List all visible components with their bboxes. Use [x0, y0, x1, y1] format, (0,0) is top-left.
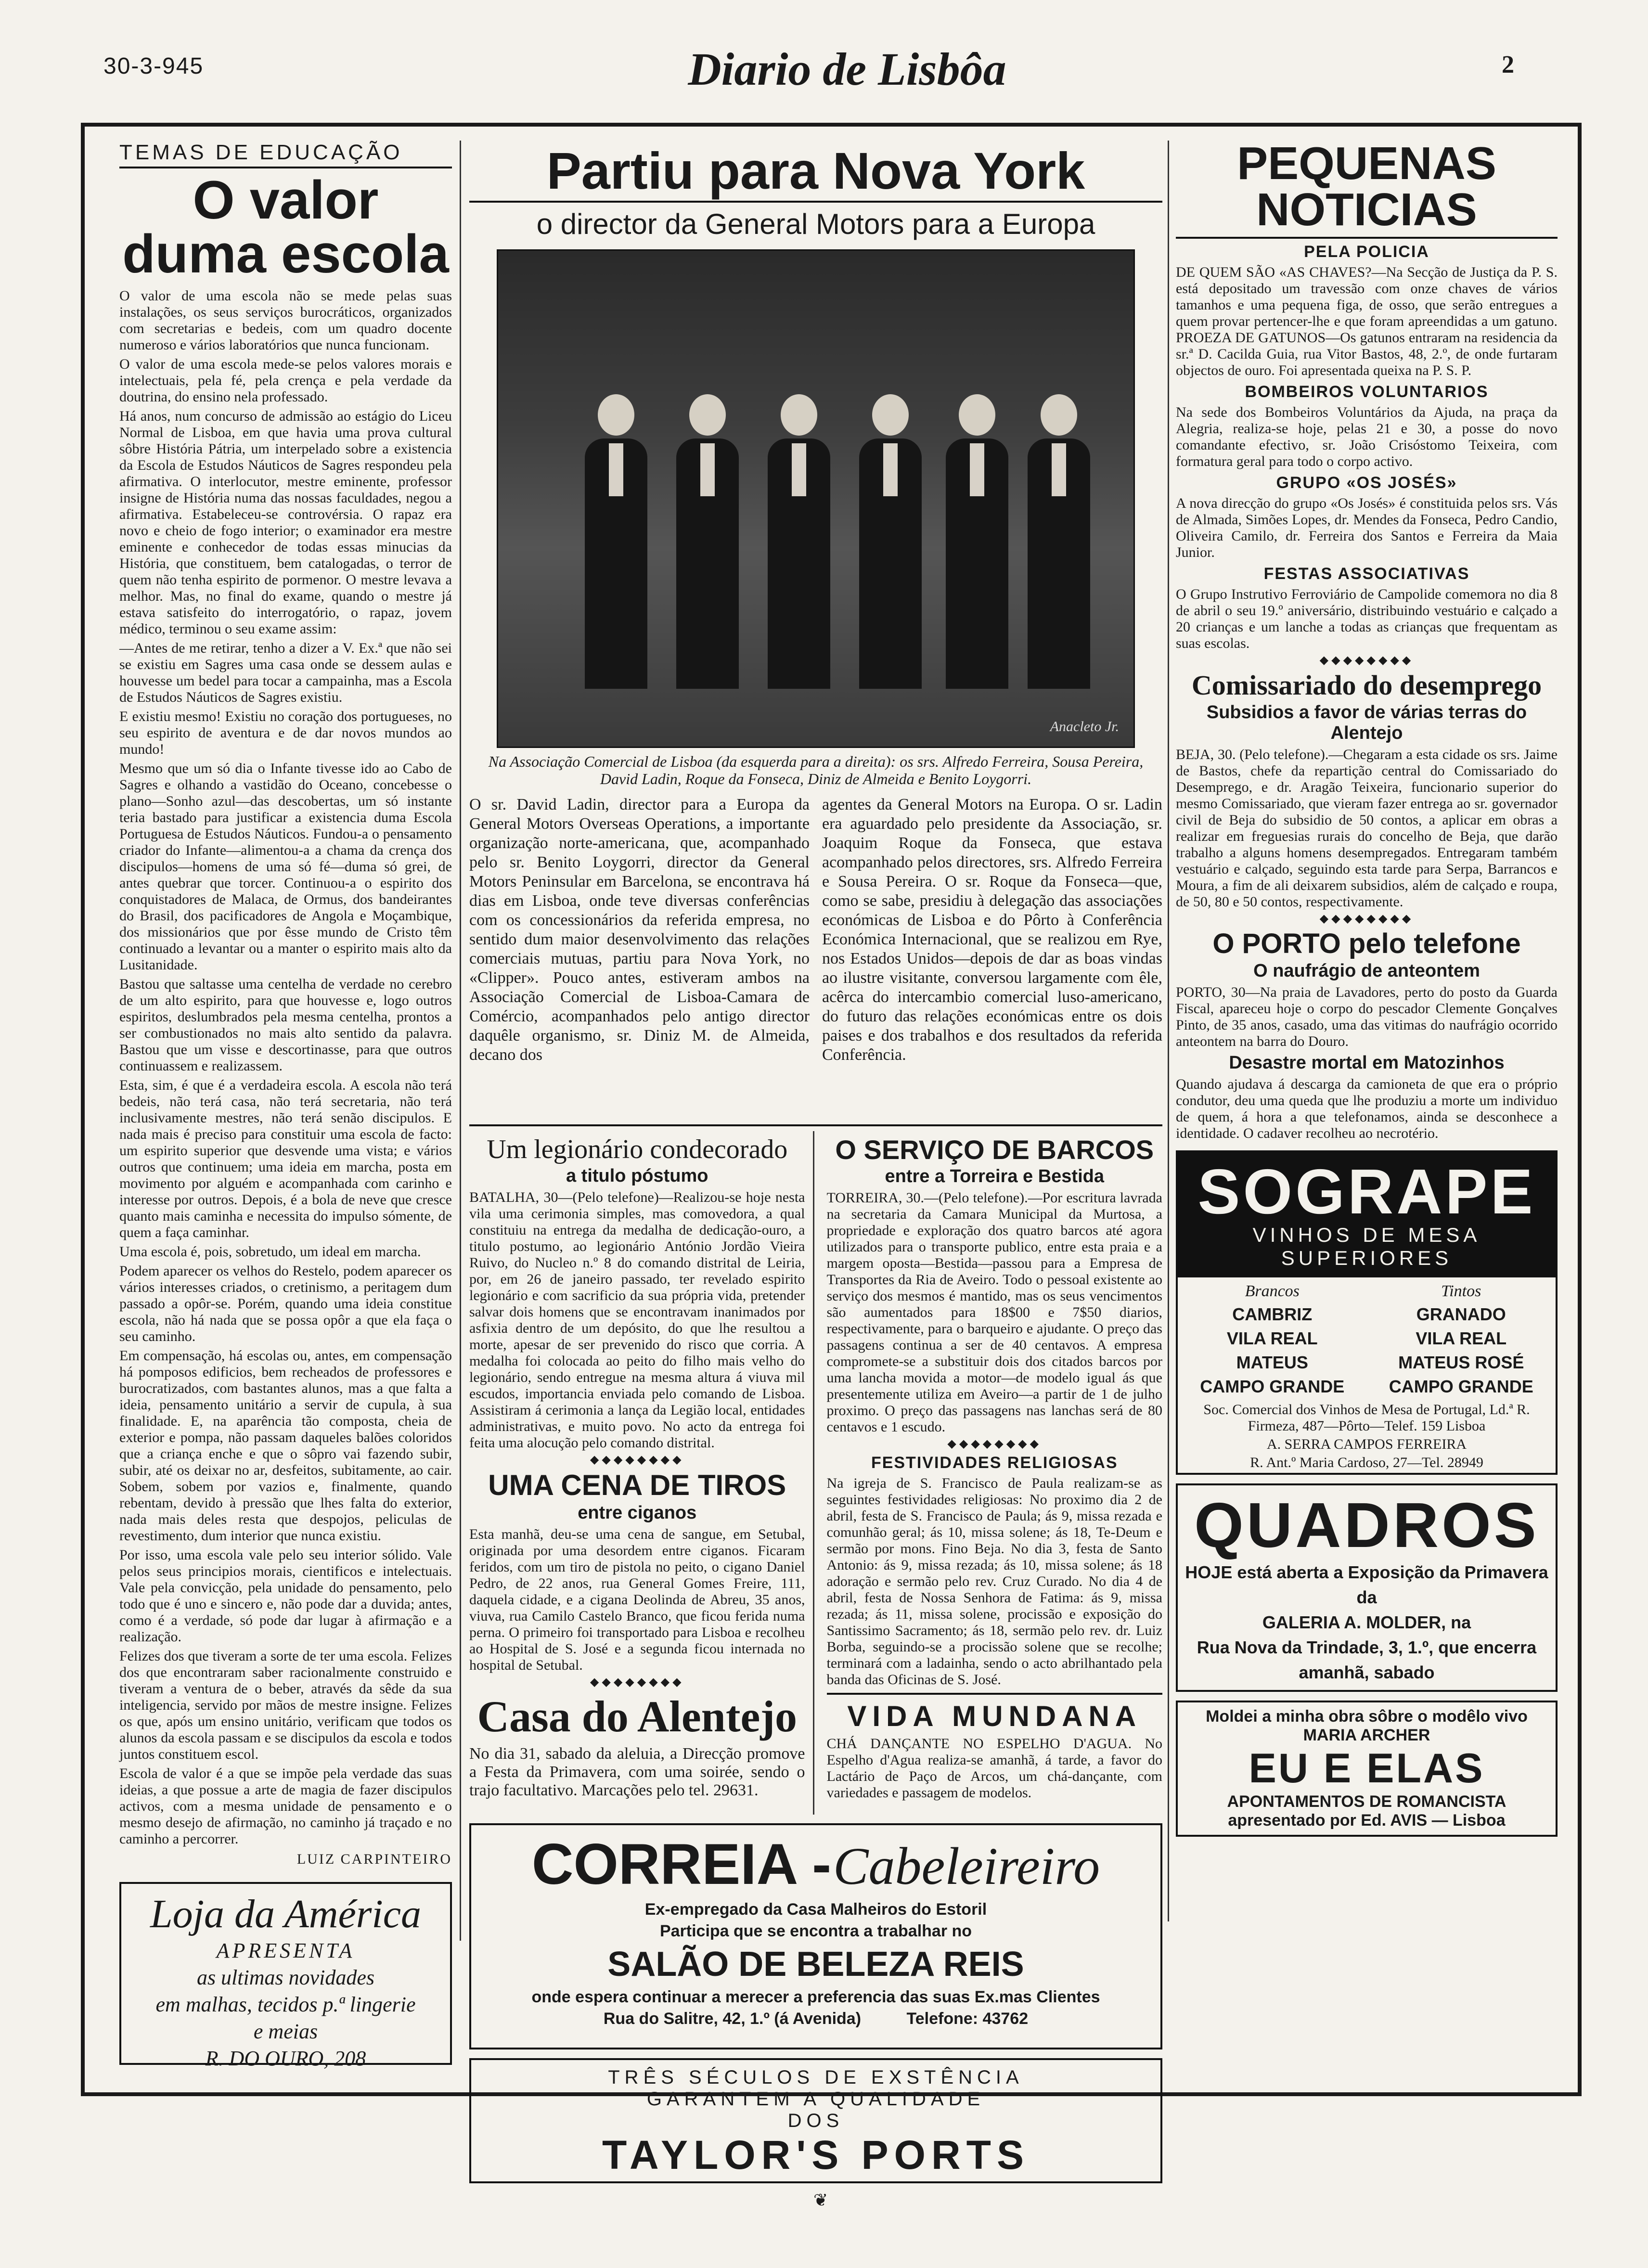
article-paragraph: Escola de valor é a que se impõe pela verdade das suas ideias, a que possue a arte de magia de fazer discipulos activos, com a mesma unidade de pensamento e o mesmo desejo de afirmação, no caminho já traçado e no caminho a percorrer.	[119, 1765, 452, 1847]
mundana-headline: VIDA MUNDANA	[847, 1700, 1142, 1732]
wine-header: Tintos	[1441, 1282, 1481, 1300]
sogrape-footer: R. Ant.º Maria Cardoso, 27—Tel. 28949	[1250, 1455, 1483, 1470]
article-paragraph: O valor de uma escola mede-se pelos valores morais e intelectuais, pela fé, pela crença e pela verdade da doutrina, do ensino nela professado.	[119, 356, 452, 405]
barcos-headline: O SERVIÇO DE BARCOS	[835, 1134, 1154, 1165]
column-education	[119, 141, 461, 2070]
quadros-line: GALERIA A. MOLDER, na	[1262, 1612, 1471, 1633]
news-item-text: O Grupo Instrutivo Ferroviário de Campolide comemora no dia 8 de abril o seu 19.º aniversário, distribuindo vestuário e calçado a 20 crianças e um lanche a todas as crianças que frequentam as suas escolas.	[1176, 586, 1558, 651]
legionario-subhead: a titulo póstumo	[566, 1166, 708, 1186]
wine-item: GRANADO	[1416, 1304, 1506, 1324]
article-paragraph: Podem aparecer os velhos do Restelo, podem aparecer os vários interesses criados, o cretinismo, a peritagem dum passado a opôr-se. Porém, quando uma ideia constitue escola, não há nada que se possa opôr a que ela faça o seu caminho.	[119, 1263, 452, 1344]
correia-brand-script: Cabeleireiro	[833, 1837, 1100, 1895]
news-item-head: PELA POLICIA	[1304, 243, 1429, 261]
nova-york-text-left: O sr. David Ladin, director para a Europa da General Motors Overseas Operations, a importante organização norte-americana, que, acompanhado pelo sr. Benito Loygorri, director da General Motors Peninsular em Barcelona, se encontrava há dias em Lisboa, onde teve diversas conferências com os concessionários da referida empresa, no sentido dum maior desenvolvimento das relações comerciais mutuas, partiu para Nova York, no «Clipper». Pouco antes, estiveram ambos na Associação Comercial de Lisboa-Camara de Comércio, acompanhados pelo antigo director daquêle organismo, sr. Diniz M. de Almeida, decano dos	[469, 796, 810, 1064]
photo-figure	[676, 394, 739, 689]
taylor-line: DOS	[787, 2110, 844, 2131]
newspaper-title: Diario de Lisbôa	[688, 43, 1006, 95]
wine-item: CAMPO GRANDE	[1200, 1377, 1345, 1396]
issue-date: 30-3-945	[103, 53, 204, 79]
comissariado-headline: Comissariado do desemprego	[1191, 670, 1542, 701]
loja-title: Loja da América	[150, 1892, 422, 1936]
porto-text: Quando ajudava á descarga da camioneta de que era o próprio condutor, deu uma queda que lhe produziu a morte um individuo de quem, á hora a que telefonamos, ainda se desconhece a identidade. O cadaver recolheu ao necrotério.	[1176, 1076, 1558, 1141]
pequenas-headline: PEQUENAS NOTICIAS	[1176, 141, 1558, 239]
porto-headline: O PORTO pelo telefone	[1212, 928, 1521, 959]
photo-figure	[585, 394, 647, 689]
wine-item: MATEUS	[1236, 1353, 1308, 1372]
photo-figure	[859, 394, 922, 689]
correia-line: Ex-empregado da Casa Malheiros do Estoril	[644, 1900, 987, 1919]
porto-subhead: O naufrágio de anteontem	[1253, 961, 1480, 981]
article-paragraph: E existiu mesmo! Existiu no coração dos portugueses, no seu espirito de aventura e de dar novos mundos ao mundo!	[119, 709, 452, 757]
news-item-text: A nova direcção do grupo «Os Josés» é constituida pelos srs. Vás de Almada, Simões Lopes, dr. Mendes da Fonseca, Pedro Candio, Oliveira Camilo, dr. Ferreira dos Santos e Ferreira da Maia Junior.	[1176, 495, 1558, 560]
sogrape-line: VINHOS DE MESA	[1252, 1224, 1481, 1246]
tiros-text: Esta manhã, deu-se uma cena de sangue, em Setubal, originada por uma desordem entre ciganos. Ficaram feridos, com um tiro de pistola no peito, o cigano Daniel Pedro, de 22 anos, rua General Gomes Freire, 111, daquela cidade, e a cigana Deolinda de Abreu, 35 anos, viuva, rua Camilo Castelo Branco, que ficou ferida numa perna. O primeiro foi transportado para Lisboa e recolheu ao Hospital de S. José e a segunda ficou internada no hospital de Setubal.	[469, 1526, 805, 1673]
wine-item: CAMPO GRANDE	[1389, 1377, 1533, 1396]
legionario-headline: Um legionário condecorado	[487, 1134, 788, 1164]
article-paragraph: —Antes de me retirar, tenho a dizer a V. Ex.ª que não sei se existiu em Sagres uma casa onde se dessem aulas e houvesse um bedel para tocar a campainha, mas a Escola de Estudos Náuticos de Sagres existiu.	[119, 640, 452, 705]
eu-line: Moldei a minha obra sôbre o modêlo vivo	[1206, 1707, 1528, 1726]
quadros-line: HOJE está aberta a Exposição da Primavera	[1185, 1562, 1548, 1583]
eu-title: EU E ELAS	[1249, 1745, 1485, 1792]
wine-item: MATEUS ROSÉ	[1398, 1353, 1524, 1372]
wine-list	[1178, 1282, 1556, 1397]
article-byline: LUIZ CARPINTEIRO	[296, 1851, 452, 1867]
correia-line: Participa que se encontra a trabalhar no	[659, 1922, 972, 1940]
news-item-head: BOMBEIROS VOLUNTARIOS	[1245, 383, 1489, 401]
article-paragraph: Mesmo que um só dia o Infante tivesse ido ao Cabo de Sagres e olhando a vastidão do Oceano, concebesse o plano—Sonho azul—das descobertas, um só instante teria bastado para justificar a existencia duma Escola Portuguesa de Estudos Náuticos. Fundou-a o pensamento criador do Infante—alimentou-a a chama da crença dos discipulos—homens de uma só fé—duma só grei, de antes quebrar que torcer. Continuou-a o espirito dos conquistadores de Malaca, de Ormus, dos bandeirantes do Brasil, dos pacificadores de Angola e Moçambique, dos missionários que por êsse mundo de Cristo têm continuado a levantar ou a manter o espirito mais alto da Lusitanidade.	[119, 760, 452, 973]
column-main: Partiu para Nova York o director da General Motors para a Europa Anacleto Jr. Na Associação Comercial de Lisboa (da esquerda para a direita): os srs. Alfredo Ferreira, Sousa Pereira, David Ladin, Roque da Fonseca, Diniz de Almeida e Benito Loygorri. O sr. David Ladin, director para a Europa da General Motors Overseas Operations, a importante organização norte-americana, que, acompanhado pelo sr. Benito Loygorri, director da General Motors Peninsular em Barcelona, se encontrava há dias em Lisboa, onde teve diversas conferências com os concessionários da referida empresa, no sentido dum maior desenvolvimento das relações comerciais mutuas, partiu para Nova York, no «Clipper». Pouco antes, estiveram ambos na Associação Comercial de Lisboa-Camara de Comércio, acompanhados pelo antigo director daquêle organismo, sr. Diniz M. de Almeida, decano dos agentes da General Motors na Europa. O sr. Ladin era aguardado pelo presidente da Associação, sr. Joaquim Roque da Fonseca, que estava acompanhado pelos directores, srs. Alfredo Ferreira e Sousa Pereira. O sr. Roque da Fonseca—que, como se sabe, presidiu à delegação das associações económicas de Lisboa e do Pôrto à Conferência Económica Internacional, que se realizou em Rye, nos Estados Unidos—depois de dar as boas vindas ao ilustre visitante, conversou largamente com êle, acêrca do intercambio comercial luso-americano, do futuro das relações económicas entre os dois paises e dos trabalhos e dos resultados da referida Conferência. Um legionário condecorado a titulo póstumo BATALHA, 30—(Pelo telefone)—Realizou-se hoje nesta vila uma cerimonia simples, mas comovedora, a qual constituiu na entrega da medalha de dedicação-ouro, a titulo postumo, ao legionário António Jordão Vieira Ruivo, do Nucleo n.º 8 do comando distrital de Leiria, por, em 26 de janeiro passado, ter revelado espirito legionário e com sacrificio da sua própria vida, pretender salvar dois homens que se encontravam inanimados por asfixia dentro de um depósito, do que lhe resultou a morte, apesar de ser prevenido do risco que corria. A medalha foi colocada ao peito do filho mais velho do legionário, sendo entregue na mesma altura á viuva mil escudos, importancia enviada pelo comando de Lisboa. Assistiram á cerimonia a lança da Legião local, entidades administrativas, e muito povo. No acto da entrega foi feita uma alocução pelo comando distrital. ◆◆◆◆◆◆◆◆ UMA CENA DE TIROS entre ciganos Esta manhã, deu-se uma cena de sangue, em Setubal, originada por uma desordem entre ciganos. Ficaram feridos, com um tiro de pistola no peito, o cigano Daniel Pedro, de 22 anos, rua General Gomes Freire, 111, daquela cidade, e a cigana Deolinda de Abreu, 35 anos, viuva, rua Camilo Castelo Branco, que ficou ferida numa perna. O primeiro foi transportado para Lisboa e recolheu ao Hospital de S. José e a segunda ficou internada no hospital de Setubal. ◆◆◆◆◆◆◆◆ Casa do Alentejo No dia 31, sabado da aleluia, a Direcção promove a Festa da Primavera, com uma soirée, sendo o trajo facultativo. Marcações pelo tel. 29631. O SERVIÇO DE BARCOS entre a Torreira e Bestida TORREIRA, 30.—(Pelo telefone).—Por escritura lavrada na secretaria da Camara Municipal da Murtosa, a propriedade e exploração dos quatro barcos até agora utilizados para o transporte publico, entre esta praia e a margem oposta—Bestida—passou para a Empresa de Transportes da Ria de Aveiro. Todo o pessoal existente ao serviço dos mesmos é mantido, mas os seus vencimentos são aumentados para 18$00 e 7$50 diarios, respectivamente, para o barqueiro e ajudante. O preço das passagens continua a ser de 40 centavos. A empresa compromete-se a substituir dois dos citados barcos por uma lancha movida a motor—de modelo igual ás que presentemente utiliza em Aveiro—a partir de 1 de julho proximo. O preço das passagens nas lanchas será de 80 centavos e 1 escudo. ◆◆◆◆◆◆◆◆ FESTIVIDADES RELIGIOSAS Na igreja de S. Francisco de Paula realizam-se as seguintes festividades religiosas: No proximo dia 2 de abril, festa de S. Francisco de Paula; ás 9, missa rezada e comunhão geral; ás 10, missa solene; ás 18, Te-Deum e sermão por mons. Fino Beja. No dia 3, festa de Santo Antonio: ás 9, missa rezada; ás 10, missa solene; ás 18 adoração e sermão pelo rev. Cruz Curado. No dia 4 de abril, festa de Nossa Senhora de Fatima: ás 9, missa rezada; ás 11, missa solene, procissão e exposição do Santissimo Sacramento; ás 18, sermão pelo rev. dr. Luiz Borba, seguindo-se a procissão solene que se recolhe; terminará com a ladainha, sendo o acto abrilhantado pela banda das Oficinas de S. José. VIDA MUNDANA CHÁ DANÇANTE NO ESPELHO D'AGUA. No Espelho d'Agua realiza-se amanhã, á tarde, a favor do Lactário de Paço de Arcos, um chá-dançante, com variedades e passagem de modelos. CORREIA - Cabeleireiro Ex-empregado da Casa Malheiros do Estoril Participa que se encontra a trabalhar no SALÃO DE BELEZA REIS onde espera continuar a merecer a preferencia das suas Ex.mas Clientes Rua do Salitre, 42, 1.º (á Avenida) Telefone: 43762 TRÊS SÉCULOS DE EXSTÊNCIA GARANTEM A QUALIDADE DOS TAYLOR'S PORTS	[469, 141, 1162, 1777]
taylor-line: GARANTEM A QUALIDADE	[646, 2088, 985, 2110]
barcos-subhead: entre a Torreira e Bestida	[885, 1166, 1104, 1186]
quadros-line: Rua Nova da Trindade, 3, 1.º, que encerra amanhã, sabado	[1197, 1637, 1537, 1683]
correia-salao: SALÃO DE BELEZA REIS	[607, 1945, 1024, 1984]
comissariado-text: BEJA, 30. (Pelo telefone).—Chegaram a esta cidade os srs. Jaime de Bastos, chefe da repartição central do Comissariado do Desemprego, e dr. Aragão Teixeira, funcionario superior do mesmo Comissariado, que vieram fazer entrega ao sr. governador civil de Beja do subsidio de 50 contos, a aplicar em obras a realizar em freguesias rurais do concelho de Beja, que darão trabalho a alguns homens desempregados. Entregaram também vestuário e calçado, seguindo esta tarde para Serpa, Barrancos e Moura, a fim de ali deixarem subsidios, além de calçado e roupa, de 50, 80 e 50 contos, respectivamente.	[1176, 747, 1558, 910]
barcos-text: TORREIRA, 30.—(Pelo telefone).—Por escritura lavrada na secretaria da Camara Municipal da Murtosa, a propriedade e exploração dos quatro barcos até agora utilizados para o transporte publico, entre esta praia e a margem oposta—Bestida—passou para a Empresa de Transportes da Ria de Aveiro. Todo o pessoal existente ao serviço dos mesmos é mantido, mas os seus vencimentos são aumentados para 18$00 e 7$50 diarios, respectivamente, para o barqueiro e ajudante. O preço das passagens continua a ser de 40 centavos. A empresa compromete-se a substituir dois dos citados barcos por uma lancha movida a motor—de modelo igual ás que presentemente utiliza em Aveiro—a partir de 1 de julho proximo. O preço das passagens nas lanchas será de 80 centavos e 1 escudo.	[826, 1190, 1162, 1435]
eu-line: APONTAMENTOS DE ROMANCISTA	[1227, 1792, 1506, 1811]
photo-figure	[1028, 394, 1090, 689]
nova-york-body	[469, 792, 1162, 1120]
photo-figure	[946, 394, 1008, 689]
alentejo-headline: Casa do Alentejo	[477, 1692, 797, 1741]
alentejo-text: No dia 31, sabado da aleluia, a Direcção promove a Festa da Primavera, com uma soirée, sendo o trajo facultativo. Marcações pelo tel. 29631.	[469, 1745, 805, 1799]
taylor-line: TRÊS SÉCULOS DE EXSTÊNCIA	[608, 2067, 1024, 2088]
tiros-headline: UMA CENA DE TIROS	[488, 1469, 786, 1501]
porto-text: PORTO, 30—Na praia de Lavadores, perto do posto da Guarda Fiscal, apareceu hoje o corpo do pescador Clemente Gonçalves Pinto, de 35 anos, casado, uma das vitimas do naufrágio ocorrido anteontem na barra do Douro.	[1176, 984, 1558, 1049]
wine-item: CAMBRIZ	[1232, 1304, 1313, 1324]
taylor-brand: TAYLOR'S PORTS	[602, 2132, 1030, 2178]
nova-york-text-right: agentes da General Motors na Europa. O sr. Ladin era aguardado pelo presidente da Associação, sr. Joaquim Roque da Fonseca, que estava acompanhado pelos directores, srs. Alfredo Ferreira e Sousa Pereira. O sr. Roque da Fonseca—que, como se sabe, presidiu à delegação das associações económicas de Lisboa e do Pôrto à Conferência Económica Internacional, que se realizou em Rye, nos Estados Unidos—depois de dar as boas vindas ao ilustre visitante, conversou largamente com êle, acêrca do intercambio comercial luso-americano, do futuro das relações económicas entre os dois paises e dos trabalhos e dos resultados da referida Conferência.	[822, 796, 1162, 1064]
article-paragraph: Em compensação, há escolas ou, antes, em compensação há pomposos edificios, bem recheados de professores e burocratizados, com bastantes alunos, mas a que falta a ideia, pensamento unitário a servir de cupula, à sua finalidade. E, na aparência tão composta, cheia de exterior e pompa, não passam daqueles balões coloridos que a criança enche e que o sôpro vai fazendo subir, subir, até os deixar no ar, desfeitos, subitamente, ao cair. Sobem, sobem por vazios e, finalmente, quando rebentam, devido à pressão que lhes falta do exterior, nada mais deles resta que despojos, peliculas de revestimento, dum interior que nunca existiu.	[119, 1348, 452, 1544]
eu-author: MARIA ARCHER	[1303, 1726, 1430, 1745]
news-item-head: GRUPO «OS JOSÉS»	[1276, 474, 1457, 492]
news-item-text: DE QUEM SÃO «AS CHAVES?—Na Secção de Justiça da P. S. está depositado um travessão com onze chaves de vários tamanhos e uma pequena figa, de osso, que serão entregues a quem provar pertencer-lhe e que foram apreendidas a um gatuno. PROEZA DE GATUNOS—Os gatunos entraram na residencia da sr.ª D. Cacilda Guia, rua Vitor Bastos, 48, 2.º, de onde furtaram objectos de ouro. Foi apresentada queixa na P. S. P.	[1176, 264, 1558, 378]
eu-publisher: apresentado por Ed. AVIS — Lisboa	[1228, 1811, 1506, 1830]
nova-york-headline: Partiu para Nova York	[469, 141, 1162, 203]
news-item-text: Na sede dos Bombeiros Voluntários da Ajuda, na praça da Alegria, realiza-se hoje, pelas 21 e 30, a posse do novo comandante efectivo, sr. João Crisóstomo Teixeira, com formatura geral para todo o corpo activo.	[1176, 404, 1558, 469]
sogrape-ad	[1176, 1150, 1558, 1475]
article-paragraph: Há anos, num concurso de admissão ao estágio do Liceu Normal de Lisboa, em que havia uma prova cultural sôbre História Pátria, um interpelado sobre a existencia da Escola de Estudos Náuticos de Sagres respondeu pela afirmativa. O interlocutor, mestre eminente, professor insigne de História numa das nossas faculdades, negou a afirmativa. Estabeleceu-se controvérsia. O rapaz era novo e cheio de fogo interior; o examinador era mestre eminente e conhecedor de todas essas minucias da História, que constituem, bem catalogadas, o terror de quem não tenha espirito de pormenor. O mestre levava a melhor. Mas, no final do exame, quando o mestre já estava satisfeito do interrogatório, o rapaz, jovem médico, terminou o seu exame assim:	[119, 408, 452, 637]
festividades-text: Na igreja de S. Francisco de Paula realizam-se as seguintes festividades religiosas: No proximo dia 2 de abril, festa de S. Francisco de Paula; ás 9, missa rezada e comunhão geral; ás 10, missa solene; ás 18, Te-Deum e sermão por mons. Fino Beja. No dia 3, festa de Santo Antonio: ás 9, missa rezada; ás 10, missa solene; ás 18 adoração e sermão pelo rev. Cruz Curado. No dia 4 de abril, festa de Nossa Senhora de Fatima: ás 9, missa rezada; ás 11, missa solene, procissão e exposição do Santissimo Sacramento; ás 18, sermão pelo rev. dr. Luiz Borba, seguindo-se a procissão solene que se recolhe; terminará com a ladainha, sendo o acto abrilhantado pela banda das Oficinas de S. José.	[826, 1475, 1162, 1688]
photo-figure	[768, 394, 830, 689]
quadros-line: da	[1356, 1587, 1377, 1608]
loja-line: APRESENTA	[216, 1939, 355, 1962]
correia-address: Rua do Salitre, 42, 1.º (á Avenida) Telefone: 43762	[603, 2010, 1029, 2028]
wine-item: VILA REAL	[1226, 1328, 1318, 1348]
mundana-text: CHÁ DANÇANTE NO ESPELHO D'AGUA. No Espelho d'Agua realiza-se amanhã, á tarde, a favor do Lactário de Paço de Arcos, um chá-dançante, com variedades e passagem de modelos.	[826, 1736, 1162, 1801]
wine-header: Brancos	[1245, 1282, 1300, 1300]
comissariado-subhead: Subsidios a favor de várias terras do Alentejo	[1206, 702, 1527, 743]
section-kicker: TEMAS DE EDUCAÇÃO	[119, 141, 452, 168]
bottom-ornament: ❦	[813, 2191, 828, 2210]
article-paragraph: Uma escola é, pois, sobretudo, um ideal em marcha.	[119, 1244, 421, 1260]
column-news: PEQUENAS NOTICIAS PELA POLICIA DE QUEM SÃO «AS CHAVES?—Na Secção de Justiça da P. S. está depositado um travessão com onze chaves de vários tamanhos e uma pequena figa, de osso, que serão entregues a quem provar pertencer-lhe e que foram apreendidas a um gatuno. PROEZA DE GATUNOS—Os gatunos entraram na residencia da sr.ª D. Cacilda Guia, rua Vitor Bastos, 48, 2.º, de onde furtaram objectos de ouro. Foi apresentada queixa na P. S. P. BOMBEIROS VOLUNTARIOS Na sede dos Bombeiros Voluntários da Ajuda, na praça da Alegria, realiza-se hoje, pelas 21 e 30, a posse do novo comandante efectivo, sr. João Crisóstomo Teixeira, com formatura geral para todo o corpo activo. GRUPO «OS JOSÉS» A nova direcção do grupo «Os Josés» é constituida pelos srs. Vás de Almada, Simões Lopes, dr. Mendes da Fonseca, Pedro Candio, Oliveira Camilo, dr. Ferreira dos Santos e Ferreira da Maia Junior. FESTAS ASSOCIATIVAS O Grupo Instrutivo Ferroviário de Campolide comemora no dia 8 de abril o seu 19.º aniversário, distribuindo vestuário e calçado a 20 crianças e um lanche a todas as crianças que frequentam as suas escolas. ◆◆◆◆◆◆◆◆ Comissariado do desemprego Subsidios a favor de várias terras do Alentejo BEJA, 30. (Pelo telefone).—Chegaram a esta cidade os srs. Jaime de Bastos, chefe da repartição central do Comissariado do Desemprego, e dr. Aragão Teixeira, funcionario superior do mesmo Comissariado, que vieram fazer entrega ao sr. governador civil de Beja do subsidio de 50 contos, a aplicar em obras a realizar em freguesias rurais do concelho de Beja, que darão trabalho a alguns homens desempregados. Entregaram também vestuário e calçado, seguindo esta tarde para Serpa, Barrancos e Moura, a fim de ali deixarem subsidios, além de calçado e roupa, de 50, 80 e 50 contos, respectivamente. ◆◆◆◆◆◆◆◆ O PORTO pelo telefone O naufrágio de anteontem PORTO, 30—Na praia de Lavadores, perto do posto da Guarda Fiscal, apareceu hoje o corpo do pescador Clemente Gonçalves Pinto, de 35 anos, casado, uma das vitimas do naufrágio ocorrido anteontem na barra do Douro. Desastre mortal em Matozinhos Quando ajudava á descarga da camioneta de que era o próprio condutor, deu uma queda que lhe produziu a morte um individuo de quem, á hora a que telefonamos, ainda se desconhece a identidade. O cadaver recolheu ao necrotério. SOGRAPE VINHOS DE MESA SUPERIORES Brancos Tintos CAMBRIZ GRANADO VILA REAL VILA REAL MATEUS MATEUS ROSÉ CAMPO GRANDE CAMPO GRANDE Soc. Comercial dos Vinhos de Mesa de Portugal, Ld.ª R. Firmeza, 487—Pôrto—Telef. 159 Lisboa A. SERRA CAMPOS FERREIRA R. Ant.º Maria Cardoso, 27—Tel. 28949 QUADROS HOJE está aberta a Exposição da Primavera da GALERIA A. MOLDER, na Rua Nova da Trindade, 3, 1.º, que encerra amanhã, sabado Moldei a minha obra sôbre o modêlo vivo MARIA ARCHER EU E ELAS APONTAMENTOS DE ROMANCISTA apresentado por Ed. AVIS — Lisboa	[1168, 141, 1558, 1921]
legionario-text: BATALHA, 30—(Pelo telefone)—Realizou-se hoje nesta vila uma cerimonia simples, mas comovedora, a qual constituiu na entrega da medalha de dedicação-ouro, a titulo postumo, ao legionário António Jordão Vieira Ruivo, do Nucleo n.º 8 do comando distrital de Leiria, por, em 26 de janeiro passado, ter revelado espirito legionário e com sacrificio da sua própria vida, pretender salvar dois homens que se encontravam inanimados por asfixia dentro de um depósito, do que lhe resultou a morte, apesar de ser prevenido do risco que corria. A medalha foi colocada ao peito do filho mais velho do legionário, sendo entregue na mesma altura á viuva mil escudos, importancia enviada pelo comando de Lisboa. Assistiram á cerimonia a lança da Legião local, entidades administrativas, e muito povo. No acto da entrega foi feita uma alocução pelo comando distrital.	[469, 1189, 805, 1451]
article-paragraph: Felizes dos que tiveram a sorte de ter uma escola. Felizes dos que encontraram saber racionalmente construido e tiveram a ventura de o beber, através da sêde da sua inteligencia, servido por mãos de mestre insigne. Felizes os que, após um ensino unitário, verificam que todos os alunos da escola passam e se discipulos da escola e todos juntos constituem escol.	[119, 1648, 452, 1762]
article-paragraph: O valor de uma escola não se mede pelas suas instalações, os seus serviços burocráticos, organizados com secretarias e bedeis, com um quadro docente numeroso e vários laboratórios que nunca funcionam.	[119, 288, 452, 353]
article-paragraph: Esta, sim, é que é a verdadeira escola. A escola não terá bedeis, não terá casa, não terá secretaria, não terá inclusivamente mestres, não terá senão discipulos. E nada mais é preciso para constituir uma escola de facto: um espirito superior que desvende uma vista; e vários outros que continuem; uma ideia em marcha, posta em movimento por alguém e acompanhada com carinho e interesse por outros. Depois, é a bola de neve que cresce quanto mais caminha e necessita do impulso sómente, de quem a faça caminhar.	[119, 1077, 452, 1240]
correia-line: onde espera continuar a merecer a preferencia das suas Ex.mas Clientes	[531, 1988, 1100, 2006]
pequenas-items	[1176, 243, 1558, 652]
photo-caption: Na Associação Comercial de Lisboa (da esquerda para a direita): os srs. Alfredo Ferreira, Sousa Pereira, David Ladin, Roque da Fonseca, Diniz de Almeida e Benito Loygorri.	[488, 753, 1144, 787]
sogrape-footer: A. SERRA CAMPOS FERREIRA	[1266, 1436, 1467, 1452]
photo-signature: Anacleto Jr.	[1050, 719, 1119, 735]
article-body	[119, 288, 452, 1847]
correia-brand: CORREIA -	[531, 1832, 832, 1896]
article-paragraph: Bastou que saltasse uma centelha de verdade no cerebro de um alto espirito, para que houvesse e, logo outros espiritos, deslumbrados pela mesma centelha, prontos a ser combustionados no mais alto sentido da palavra. Bastou que um visse e descortinasse, para que outros continuassem e realizassem.	[119, 976, 452, 1074]
loja-line: em malhas, tecidos p.ª lingerie	[155, 1993, 416, 2016]
quadros-brand: QUADROS	[1194, 1490, 1539, 1560]
porto-subhead: Desastre mortal em Matozinhos	[1229, 1053, 1505, 1073]
loja-address: R. DO OURO, 208	[205, 2047, 366, 2070]
article-headline: O valor duma escola	[122, 170, 449, 284]
page-number: 2	[1502, 51, 1514, 78]
sogrape-line: SUPERIORES	[1281, 1247, 1453, 1269]
wine-item: VILA REAL	[1416, 1328, 1507, 1348]
news-item-head: FESTAS ASSOCIATIVAS	[1263, 565, 1470, 583]
nova-york-subhead: o director da General Motors para a Europa	[536, 208, 1095, 240]
sogrape-brand: SOGRAPE	[1197, 1156, 1536, 1227]
group-photo	[497, 249, 1135, 748]
correia-ad	[469, 1823, 1162, 2049]
festividades-headline: FESTIVIDADES RELIGIOSAS	[871, 1454, 1118, 1472]
sogrape-footer: Soc. Comercial dos Vinhos de Mesa de Portugal, Ld.ª R. Firmeza, 487—Pôrto—Telef. 159 Lisboa	[1203, 1402, 1530, 1434]
article-paragraph: Por isso, uma escola vale pelo seu interior sólido. Vale pelos seus principios morais, cientificos e intelectuais. Vale pela convicção, pela unidade do pensamento, pelo todo que é uno e sincero e, não pode dar a duvida; antes, como é a verdade, só pode dar lugar à afirmação e a realização.	[119, 1547, 452, 1645]
tiros-subhead: entre ciganos	[578, 1503, 697, 1523]
loja-america-ad	[119, 1882, 452, 2070]
taylor-ad	[469, 2058, 1162, 2183]
eu-elas-ad	[1176, 1701, 1558, 1837]
loja-line: e meias	[253, 2020, 318, 2043]
loja-line: as ultimas novidades	[196, 1966, 375, 1989]
quadros-ad	[1176, 1483, 1558, 1692]
